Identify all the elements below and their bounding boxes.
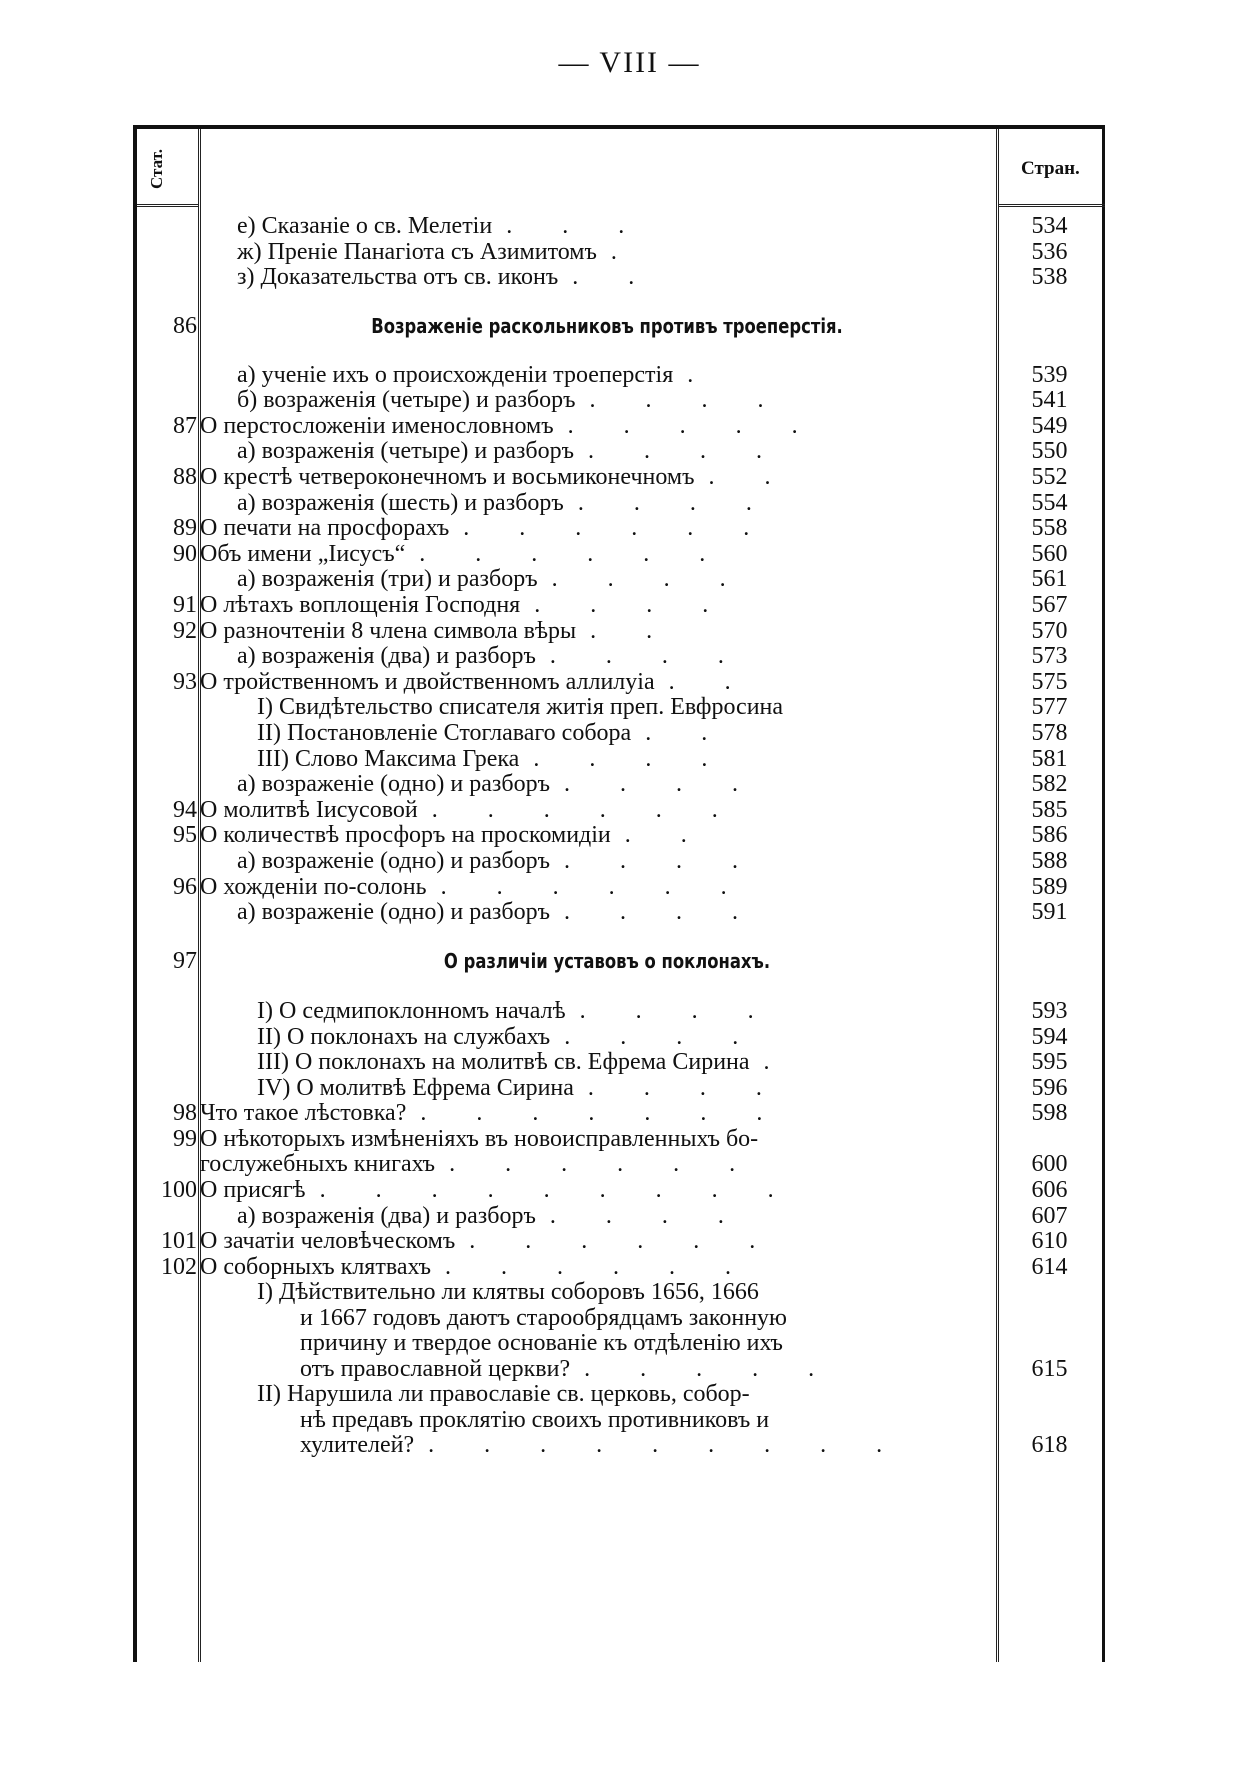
entry-text: а) возраженія (два) и разборъ: [237, 1203, 536, 1229]
page-number-cell: 558: [1031, 515, 1068, 541]
leader-dots: . . . .: [534, 592, 731, 618]
entry-title: [200, 1099, 784, 1128]
entry-text: б) возраженія (четыре) и разборъ: [237, 387, 576, 413]
page-number-cell: 538: [1031, 264, 1068, 290]
entry-text: гослужебныхъ книгахъ: [200, 1151, 436, 1177]
entry-text: а) возраженія (два) и разборъ: [237, 643, 536, 669]
page-number: — VIII —: [558, 46, 701, 79]
entry-text: II) Нарушила ли православіе св. церковь, собор-: [257, 1381, 750, 1407]
entry-text: О соборныхъ клятвахъ: [200, 1254, 431, 1280]
page-number-cell: 575: [1031, 669, 1068, 695]
article-number: 101: [161, 1228, 197, 1254]
page-number-cell: 539: [1031, 362, 1068, 388]
entry-text: IV) О молитвѣ Ефрема Сирина: [257, 1075, 574, 1101]
section-heading: [320, 312, 894, 341]
page-number-cell: 598: [1031, 1100, 1068, 1126]
leader-dots: . . . .: [564, 1024, 761, 1050]
toc-entry: [137, 1329, 1109, 1358]
article-number: 92: [173, 618, 197, 644]
leader-dots: . . . .: [533, 746, 730, 772]
entry-title: [300, 1431, 904, 1460]
entry-title: [300, 1329, 783, 1358]
header-rule-left: [137, 204, 198, 212]
entry-text: О крестѣ четвероконечномъ и восьмиконечномъ: [200, 464, 695, 490]
article-number: 90: [173, 541, 197, 567]
entry-text: Объ имени „Іисусъ“: [200, 541, 406, 567]
leader-dots: .: [763, 1049, 792, 1075]
toc-entry: [137, 1278, 1109, 1307]
entry-title: [200, 1150, 757, 1179]
entry-text: а) возраженіе (одно) и разборъ: [237, 848, 550, 874]
page-column-header: Стран.: [1021, 158, 1080, 179]
toc-entry: [137, 386, 1109, 415]
leader-dots: . . . . .: [567, 413, 820, 439]
leader-dots: . . . . . .: [440, 874, 749, 900]
leader-dots: . . . .: [577, 490, 774, 516]
leader-dots: . . . . . .: [469, 1228, 778, 1254]
leader-dots: .: [687, 362, 716, 388]
page-number-cell: 582: [1031, 771, 1068, 797]
toc-entry: [137, 1176, 1109, 1205]
entry-text: О молитвѣ Іисусовой: [200, 797, 418, 823]
entry-title: [237, 565, 748, 594]
entry-title: [257, 693, 783, 722]
entry-text: Что такое лѣстовка?: [200, 1100, 407, 1126]
leader-dots: . . . . . .: [449, 1151, 758, 1177]
page-number-cell: 570: [1031, 618, 1068, 644]
page-number-cell: 607: [1031, 1203, 1068, 1229]
page-number-cell: 534: [1031, 213, 1068, 239]
leader-dots: . . . .: [563, 771, 760, 797]
entry-text: а) возраженіе (одно) и разборъ: [237, 899, 550, 925]
leader-dots: . . . . . . . . .: [428, 1432, 905, 1458]
entry-text: О перстосложеніи именословномъ: [200, 413, 554, 439]
page-number-cell: 561: [1031, 566, 1068, 592]
entry-text: з) Доказательства отъ св. иконъ: [237, 264, 559, 290]
article-number: 100: [161, 1177, 197, 1203]
toc-entry: [137, 312, 1109, 341]
toc-entry: [137, 719, 1109, 748]
page-number-cell: 541: [1031, 387, 1068, 413]
page-number-cell: 610: [1031, 1228, 1068, 1254]
toc-entry: [137, 1380, 1109, 1409]
entry-text: О различіи уставовъ о поклонахъ.: [443, 949, 771, 973]
entry-title: [237, 386, 786, 415]
toc-entry: [137, 642, 1109, 671]
leader-dots: . . .: [506, 213, 647, 239]
entry-title: [200, 514, 771, 543]
toc-entry: [137, 1048, 1109, 1077]
page-number-cell: 595: [1031, 1049, 1068, 1075]
toc-entry: [137, 693, 1109, 722]
page-number-cell: 618: [1031, 1432, 1068, 1458]
leader-dots: .: [610, 239, 639, 265]
entry-text: а) возраженія (три) и разборъ: [237, 566, 538, 592]
page-number-cell: 586: [1031, 822, 1068, 848]
page-number-cell: 578: [1031, 720, 1068, 746]
page-number-cell: 560: [1031, 541, 1068, 567]
entry-title: [200, 591, 730, 620]
page-number-cell: 554: [1031, 490, 1068, 516]
leader-dots: . . . . . . . . .: [319, 1177, 796, 1203]
page-number-cell: 552: [1031, 464, 1068, 490]
entry-title: [237, 642, 746, 671]
article-number: 99: [173, 1126, 197, 1152]
leader-dots: . . . . . .: [463, 515, 772, 541]
page-number-cell: 549: [1031, 413, 1068, 439]
page-number-cell: 577: [1031, 694, 1068, 720]
entry-title: [237, 898, 760, 927]
entry-title: [257, 1380, 750, 1409]
leader-dots: . .: [624, 822, 709, 848]
entry-text: а) возраженіе (одно) и разборъ: [237, 771, 550, 797]
entry-text: I) О седмипоклонномъ началѣ: [257, 998, 566, 1024]
page-number-cell: 567: [1031, 592, 1068, 618]
leader-dots: . . . .: [551, 566, 748, 592]
leader-dots: . . . .: [549, 643, 746, 669]
entry-text: причину и твердое основаніе къ отдѣленію ихъ: [300, 1330, 783, 1356]
leader-dots: . . . . .: [584, 1356, 837, 1382]
entry-text: нѣ предавъ проклятію своихъ противниковъ и: [300, 1407, 770, 1433]
entry-text: О печати на просфорахъ: [200, 515, 450, 541]
article-number: 94: [173, 797, 197, 823]
entry-text: отъ православной церкви?: [300, 1356, 571, 1382]
toc-entry: [137, 997, 1109, 1026]
entry-title: [200, 1176, 796, 1205]
toc-entry: [137, 463, 1109, 492]
page-number-cell: 596: [1031, 1075, 1068, 1101]
page-number-cell: 606: [1031, 1177, 1068, 1203]
entry-title: [237, 847, 760, 876]
page-number-cell: 615: [1031, 1356, 1068, 1382]
entry-text: III) О поклонахъ на молитвѣ св. Ефрема Сирина: [257, 1049, 750, 1075]
entry-title: [237, 770, 760, 799]
article-number: 95: [173, 822, 197, 848]
leader-dots: . . . .: [587, 438, 784, 464]
toc-entry: [137, 1227, 1109, 1256]
leader-dots: . . . . . .: [431, 797, 740, 823]
leader-dots: . .: [645, 720, 730, 746]
leader-dots: . . . .: [563, 899, 760, 925]
page-number-cell: 600: [1031, 1151, 1068, 1177]
entry-title: [257, 1278, 759, 1307]
article-number: 87: [173, 413, 197, 439]
entry-text: О разночтеніи 8 члена символа вѣры: [200, 618, 577, 644]
entry-title: [257, 719, 729, 748]
entry-text: ж) Преніе Панагіота съ Азимитомъ: [237, 239, 597, 265]
leader-dots: . .: [590, 618, 675, 644]
article-number: 98: [173, 1100, 197, 1126]
entry-text: а) ученіе ихъ о происхожденіи троеперстія: [237, 362, 674, 388]
article-number: 88: [173, 464, 197, 490]
article-number: 86: [173, 313, 197, 339]
leader-dots: . .: [668, 669, 753, 695]
entry-title: [200, 1227, 777, 1256]
entry-title: [200, 821, 709, 850]
leader-dots: . .: [708, 464, 793, 490]
page-number-cell: 581: [1031, 746, 1068, 772]
entry-text: О хожденіи по-солонь: [200, 874, 427, 900]
entry-title: [200, 463, 793, 492]
page-number-cell: 589: [1031, 874, 1068, 900]
entry-title: [237, 263, 656, 292]
leader-dots: . . . . . .: [419, 541, 728, 567]
leader-dots: . . . .: [563, 848, 760, 874]
toc-entry: [137, 263, 1109, 292]
toc-entry: [137, 770, 1109, 799]
toc-entry: [137, 1150, 1109, 1179]
toc-entry: [137, 898, 1109, 927]
entry-text: О лѣтахъ воплощенія Господня: [200, 592, 521, 618]
page-number-cell: 594: [1031, 1024, 1068, 1050]
page-number-cell: 614: [1031, 1254, 1068, 1280]
entry-text: Возраженіе раскольниковъ противъ троеперстія.: [371, 314, 843, 338]
header-rule-right: [999, 204, 1105, 212]
page-number-cell: 573: [1031, 643, 1068, 669]
toc-entry: [137, 437, 1109, 466]
leader-dots: . . . .: [587, 1075, 784, 1101]
entry-text: е) Сказаніе о св. Мелетіи: [237, 213, 493, 239]
toc-entry: [137, 591, 1109, 620]
toc-entry: [137, 1099, 1109, 1128]
leader-dots: . . . .: [589, 387, 786, 413]
entry-text: I) Дѣйствительно ли клятвы соборовъ 1656, 1666: [257, 1279, 759, 1305]
toc-entry: [137, 212, 1109, 241]
page-number-cell: 591: [1031, 899, 1068, 925]
table-of-contents: [133, 125, 1105, 1662]
leader-dots: . . . . . . .: [420, 1100, 785, 1126]
entry-title: [237, 212, 646, 241]
leader-dots: . . . . . .: [445, 1254, 753, 1280]
entry-text: О нѣкоторыхъ измѣненіяхъ въ новоисправленныхъ бо-: [200, 1126, 759, 1152]
page-number-cell: 588: [1031, 848, 1068, 874]
toc-entry: [137, 821, 1109, 850]
entry-title: [257, 1048, 792, 1077]
entry-text: О присягѣ: [200, 1177, 306, 1203]
entry-title: [257, 997, 776, 1026]
page-number-cell: 550: [1031, 438, 1068, 464]
entry-text: II) Постановленіе Стоглаваго собора: [257, 720, 632, 746]
section-heading: [320, 947, 894, 976]
entry-text: II) О поклонахъ на службахъ: [257, 1024, 551, 1050]
article-number: 102: [161, 1254, 197, 1280]
entry-text: О количествѣ просфоръ на проскомидіи: [200, 822, 611, 848]
leader-dots: . . . .: [579, 998, 776, 1024]
article-number: 96: [173, 874, 197, 900]
article-number: 91: [173, 592, 197, 618]
entry-text: О зачатіи человѣческомъ: [200, 1228, 456, 1254]
toc-entry: [137, 514, 1109, 543]
page-number-cell: 593: [1031, 998, 1068, 1024]
entry-text: I) Свидѣтельство списателя житія преп. Евфросина: [257, 694, 784, 720]
article-number: 89: [173, 515, 197, 541]
leader-dots: . . . .: [549, 1203, 746, 1229]
toc-entry: [137, 847, 1109, 876]
entry-text: О тройственномъ и двойственномъ аллилуіа: [200, 669, 655, 695]
article-number: 97: [173, 948, 197, 974]
page-number-cell: 536: [1031, 239, 1068, 265]
entry-title: [237, 437, 784, 466]
entry-text: и 1667 годовъ даютъ старообрядцамъ законную: [300, 1305, 787, 1331]
toc-entry: [137, 1431, 1109, 1460]
entry-text: а) возраженія (четыре) и разборъ: [237, 438, 574, 464]
article-column-header: Стат.: [147, 149, 166, 189]
article-number: 93: [173, 669, 197, 695]
entry-text: а) возраженія (шесть) и разборъ: [237, 490, 564, 516]
entry-text: III) Слово Максима Грека: [257, 746, 520, 772]
toc-entry: [137, 947, 1109, 976]
entry-text: хулителей?: [300, 1432, 415, 1458]
page-number-cell: 585: [1031, 797, 1068, 823]
leader-dots: . .: [572, 264, 657, 290]
toc-entry: [137, 565, 1109, 594]
